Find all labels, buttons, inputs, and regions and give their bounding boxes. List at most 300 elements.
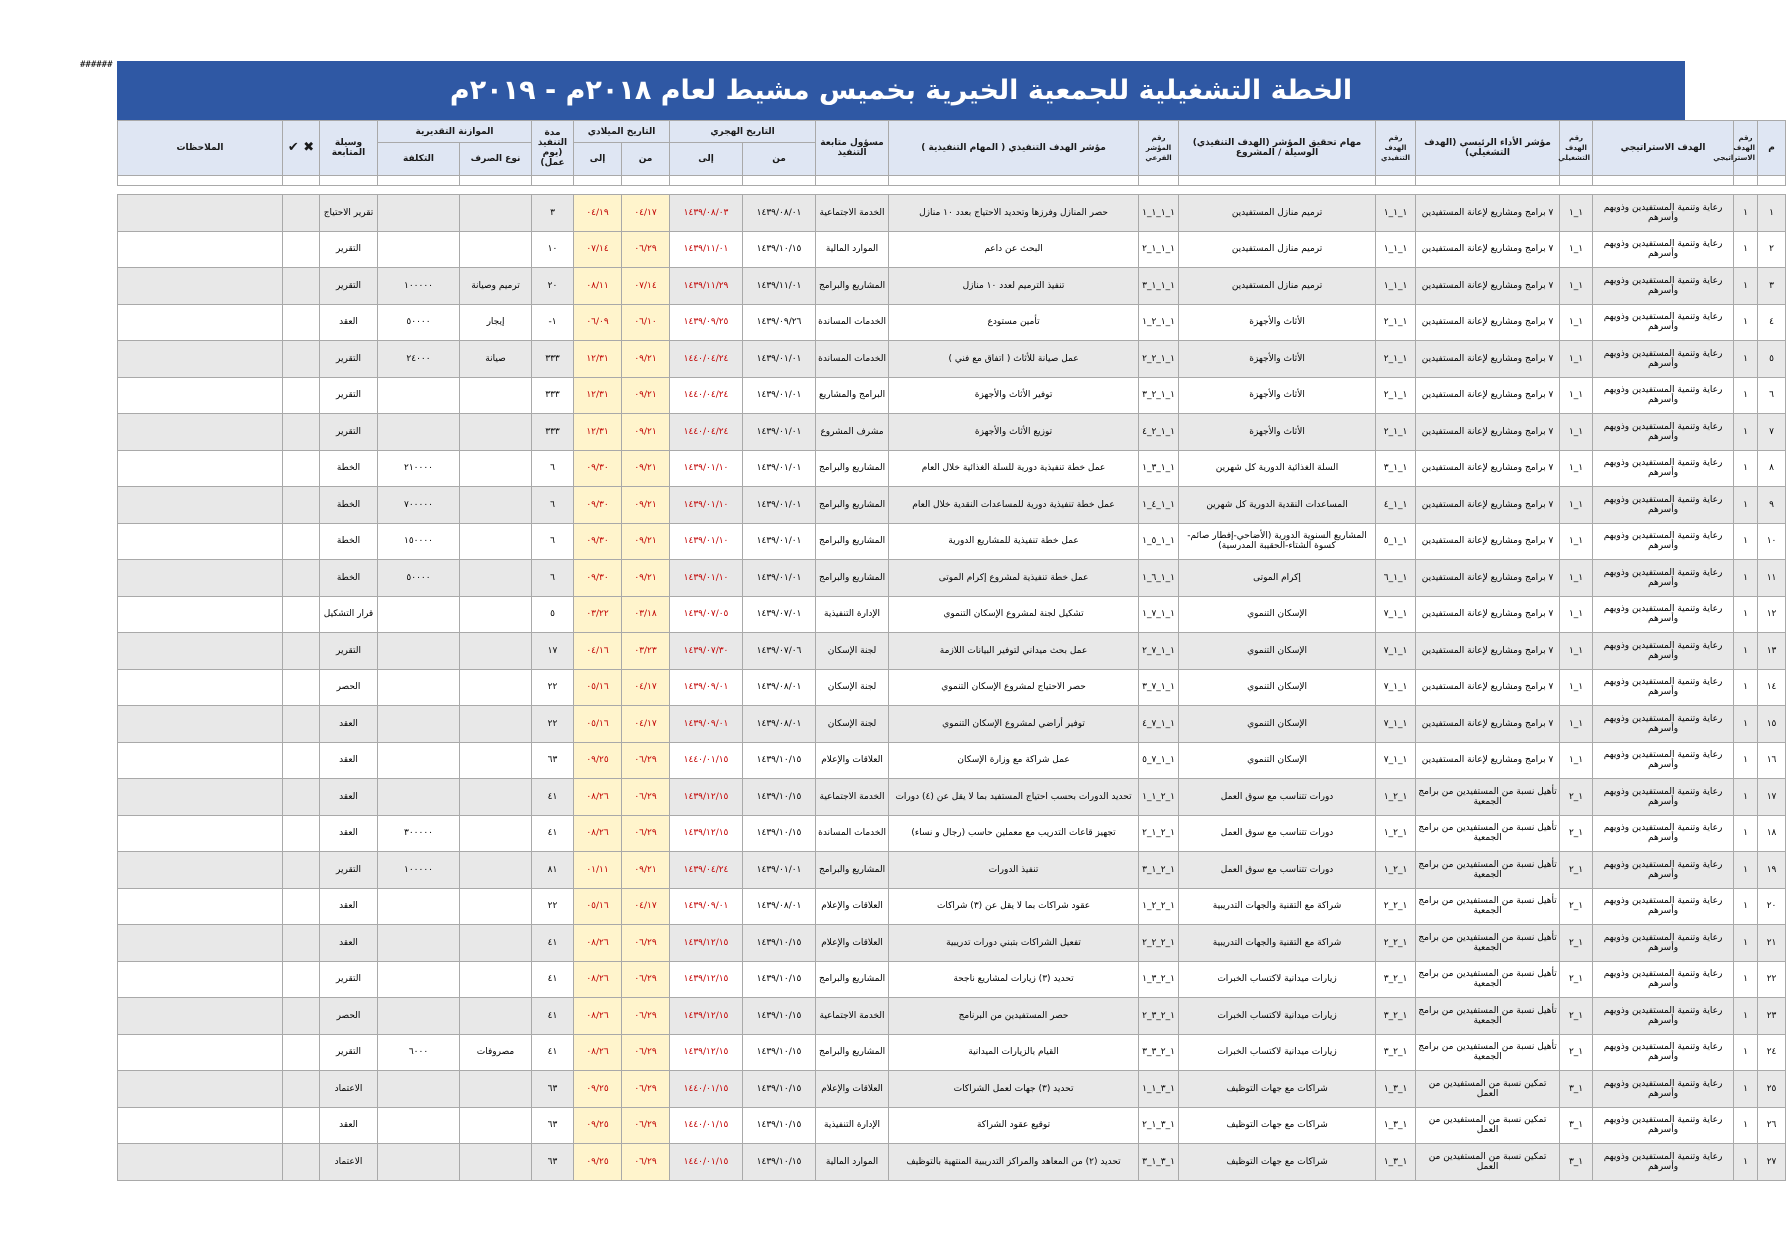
cell-task: شراكات مع جهات التوظيف — [1179, 1071, 1376, 1108]
cell-hijri-to: ١٤٣٩/٠١/١٠ — [670, 523, 743, 560]
cell-op-goal-num: ١_١ — [1560, 195, 1593, 232]
cell-kpi: تمكين نسبة من المستفيدين من العمل — [1416, 1071, 1560, 1108]
cell-kpi: تأهيل نسبة من المستفيدين من برامج الجمعية — [1416, 852, 1560, 889]
cell-spend-type — [460, 1107, 532, 1144]
cell-status — [283, 596, 320, 633]
cell-greg-to: ٠٨/١١ — [574, 268, 622, 305]
cell-hijri-from: ١٤٣٩/٠١/٠١ — [743, 450, 816, 487]
table-row — [118, 195, 1786, 232]
cell-m: ٤ — [1758, 304, 1786, 341]
cell-strategic-goal: رعاية وتنمية المستفيدين وذويهم وأسرهم — [1593, 998, 1734, 1035]
cell-exec-indicator: حصر المستفيدين من البرنامج — [889, 998, 1139, 1035]
cell-greg-to: ١٢/٣١ — [574, 377, 622, 414]
cell-kpi: ٧ برامج ومشاريع لإعانة المستفيدين — [1416, 742, 1560, 779]
cell-followup: الحصر — [320, 998, 378, 1035]
cell-hijri-to: ١٤٤٠/٠١/١٥ — [670, 1144, 743, 1181]
cell-cost — [378, 1071, 460, 1108]
cell-exec-indicator: توقيع عقود الشراكة — [889, 1107, 1139, 1144]
cell-notes — [118, 669, 283, 706]
cell-strategic-goal: رعاية وتنمية المستفيدين وذويهم وأسرهم — [1593, 377, 1734, 414]
cell-spend-type: إيجار — [460, 304, 532, 341]
header-notes: الملاحظات — [118, 121, 283, 176]
cell-strategic-goal: رعاية وتنمية المستفيدين وذويهم وأسرهم — [1593, 450, 1734, 487]
cell-notes — [118, 779, 283, 816]
cell-op-goal-num: ١_١ — [1560, 304, 1593, 341]
cell-op-goal-num: ١_٣ — [1560, 1144, 1593, 1181]
cell-kpi: تمكين نسبة من المستفيدين من العمل — [1416, 1144, 1560, 1181]
header-gregorian-date: التاريخ الميلادي — [574, 121, 670, 143]
cell-indicator-num: ١_١_٧ — [1376, 742, 1416, 779]
header-strategic-goal: الهدف الاستراتيجي — [1593, 121, 1734, 176]
cell-op-goal-num: ١_٢ — [1560, 852, 1593, 889]
cell-greg-from: ٠٤/١٧ — [622, 669, 670, 706]
cell-greg-to: ٠٩/٣٠ — [574, 450, 622, 487]
cell-greg-to: ٠٤/١٦ — [574, 633, 622, 670]
cell-strategic-goal: رعاية وتنمية المستفيدين وذويهم وأسرهم — [1593, 706, 1734, 743]
table-row — [118, 633, 1786, 670]
cell-indicator-num: ١_٢_٢ — [1376, 888, 1416, 925]
cell-status — [283, 231, 320, 268]
cell-m: ٢٧ — [1758, 1144, 1786, 1181]
cell-indicator-num: ١_١_٢ — [1376, 304, 1416, 341]
cell-task-num: ١_١_٢_١ — [1139, 304, 1179, 341]
cell-kpi: تمكين نسبة من المستفيدين من العمل — [1416, 1107, 1560, 1144]
cell-task-num: ١_٢_٣_٢ — [1139, 998, 1179, 1035]
cell-duration: ٢٢ — [532, 888, 574, 925]
cell-exec-indicator: عمل خطة تنفيذية دورية للمساعدات النقدية خلال العام — [889, 487, 1139, 524]
cell-task: شراكات مع جهات التوظيف — [1179, 1144, 1376, 1181]
cell-strategic-goal: رعاية وتنمية المستفيدين وذويهم وأسرهم — [1593, 925, 1734, 962]
cell-responsible: الخدمات المساندة — [816, 341, 889, 378]
cell-status — [283, 669, 320, 706]
header-followup: وسيلة المتابعة — [320, 121, 378, 176]
cell-greg-to: ٠٧/١٤ — [574, 231, 622, 268]
cell-responsible: مشرف المشروع — [816, 414, 889, 451]
cell-indicator-num: ١_١_٢ — [1376, 377, 1416, 414]
cell-duration: ٢٠ — [532, 268, 574, 305]
cell-op-goal-num: ١_١ — [1560, 414, 1593, 451]
cell-greg-from: ٠٣/٢٣ — [622, 633, 670, 670]
cell-indicator-num: ١_٢_١ — [1376, 852, 1416, 889]
cell-spend-type — [460, 523, 532, 560]
cell-hijri-to: ١٤٣٩/٠٤/٢٤ — [670, 852, 743, 889]
cell-indicator-num: ١_١_١ — [1376, 268, 1416, 305]
cell-exec-indicator: تجهيز قاعات التدريب مع معملين حاسب (رجال و نساء) — [889, 815, 1139, 852]
cell-duration: ١٠ — [532, 231, 574, 268]
cell-greg-from: ٠٩/٢١ — [622, 341, 670, 378]
cell-status — [283, 304, 320, 341]
cell-spend-type — [460, 779, 532, 816]
cell-strategic-goal: رعاية وتنمية المستفيدين وذويهم وأسرهم — [1593, 195, 1734, 232]
cell-strategic-goal: رعاية وتنمية المستفيدين وذويهم وأسرهم — [1593, 815, 1734, 852]
cell-exec-indicator: عمل صيانة للأثاث ( اتفاق مع فني ) — [889, 341, 1139, 378]
cell-responsible: الخدمات المساندة — [816, 304, 889, 341]
cell-indicator-num: ١_١_٥ — [1376, 523, 1416, 560]
cell-followup: التقرير — [320, 231, 378, 268]
cell-exec-indicator: توفير الأثاث والأجهزة — [889, 377, 1139, 414]
cell-task-num: ١_٢_٢_٢ — [1139, 925, 1179, 962]
cell-goal-num: ١ — [1734, 304, 1758, 341]
cell-task-num: ١_٢_٢_١ — [1139, 888, 1179, 925]
cell-goal-num: ١ — [1734, 523, 1758, 560]
cell-task-num: ١_٢_٣_٣ — [1139, 1034, 1179, 1071]
cell-exec-indicator: تحديد (٣) جهات لعمل الشراكات — [889, 1071, 1139, 1108]
cell-exec-indicator: تأمين مستودع — [889, 304, 1139, 341]
cell-greg-from: ٠٩/٢١ — [622, 377, 670, 414]
cell-strategic-goal: رعاية وتنمية المستفيدين وذويهم وأسرهم — [1593, 560, 1734, 597]
cell-followup: الاعتماد — [320, 1144, 378, 1181]
cell-kpi: تأهيل نسبة من المستفيدين من برامج الجمعية — [1416, 998, 1560, 1035]
cell-m: ٥ — [1758, 341, 1786, 378]
cell-hijri-from: ١٤٣٩/٠٨/٠١ — [743, 706, 816, 743]
cell-duration: ٣٣٣ — [532, 414, 574, 451]
cell-duration: ١٧ — [532, 633, 574, 670]
cell-greg-from: ٠٦/٢٩ — [622, 1034, 670, 1071]
table-row — [118, 341, 1786, 378]
cell-op-goal-num: ١_١ — [1560, 377, 1593, 414]
cell-greg-to: ٠٩/٣٠ — [574, 523, 622, 560]
cell-spend-type — [460, 633, 532, 670]
cell-hijri-to: ١٤٣٩/٠٧/٠٥ — [670, 596, 743, 633]
cell-op-goal-num: ١_٢ — [1560, 1034, 1593, 1071]
cell-status — [283, 961, 320, 998]
cell-cost: ٣٠٠٠٠٠ — [378, 815, 460, 852]
cell-exec-indicator: توزيع الأثاث والأجهزة — [889, 414, 1139, 451]
cell-exec-indicator: عمل خطة تنفيذية لمشروع إكرام الموتى — [889, 560, 1139, 597]
cell-kpi: ٧ برامج ومشاريع لإعانة المستفيدين — [1416, 377, 1560, 414]
cell-spend-type — [460, 888, 532, 925]
cell-cost — [378, 1107, 460, 1144]
cell-kpi: ٧ برامج ومشاريع لإعانة المستفيدين — [1416, 195, 1560, 232]
table-row — [118, 487, 1786, 524]
cell-status — [283, 998, 320, 1035]
table-row — [118, 669, 1786, 706]
cell-responsible: العلاقات والإعلام — [816, 925, 889, 962]
header-m: م — [1758, 121, 1786, 176]
cell-greg-from: ٠٩/٢١ — [622, 450, 670, 487]
cell-hijri-from: ١٤٣٩/١٠/١٥ — [743, 231, 816, 268]
cell-status — [283, 925, 320, 962]
cell-kpi: تأهيل نسبة من المستفيدين من برامج الجمعية — [1416, 961, 1560, 998]
cell-strategic-goal: رعاية وتنمية المستفيدين وذويهم وأسرهم — [1593, 1107, 1734, 1144]
cell-task-num: ١_١_١_٢ — [1139, 231, 1179, 268]
table-row — [118, 925, 1786, 962]
cell-followup: التقرير — [320, 268, 378, 305]
cell-spend-type — [460, 852, 532, 889]
cell-cost — [378, 596, 460, 633]
cell-strategic-goal: رعاية وتنمية المستفيدين وذويهم وأسرهم — [1593, 487, 1734, 524]
cell-op-goal-num: ١_١ — [1560, 487, 1593, 524]
cell-greg-to: ٠٨/٢٦ — [574, 779, 622, 816]
cell-hijri-to: ١٤٣٩/٠١/١٠ — [670, 487, 743, 524]
cell-status — [283, 742, 320, 779]
cell-op-goal-num: ١_١ — [1560, 523, 1593, 560]
cell-m: ٢ — [1758, 231, 1786, 268]
cell-task: شراكات مع جهات التوظيف — [1179, 1107, 1376, 1144]
cell-m: ١٦ — [1758, 742, 1786, 779]
cell-greg-to: ٠٦/٠٩ — [574, 304, 622, 341]
hash-mark: ###### — [80, 60, 113, 70]
cell-duration: ٤١ — [532, 961, 574, 998]
cell-indicator-num: ١_٢_١ — [1376, 815, 1416, 852]
cell-task: السلة الغذائية الدورية كل شهرين — [1179, 450, 1376, 487]
table-row — [118, 1034, 1786, 1071]
cell-responsible: الموارد المالية — [816, 1144, 889, 1181]
cell-task: المساعدات النقدية الدورية كل شهرين — [1179, 487, 1376, 524]
cell-spend-type — [460, 487, 532, 524]
cell-followup: التقرير — [320, 961, 378, 998]
cell-task: الإسكان التنموي — [1179, 596, 1376, 633]
cell-task: شراكة مع التقنية والجهات التدريبية — [1179, 925, 1376, 962]
cell-task-num: ١_١_٧_١ — [1139, 596, 1179, 633]
cell-task-num: ١_١_٣_١ — [1139, 450, 1179, 487]
cell-duration: ٦ — [532, 523, 574, 560]
cell-m: ٢٠ — [1758, 888, 1786, 925]
cell-hijri-from: ١٤٣٩/٠١/٠١ — [743, 377, 816, 414]
cell-responsible: الخدمة الاجتماعية — [816, 195, 889, 232]
cell-hijri-from: ١٤٣٩/١٠/١٥ — [743, 1144, 816, 1181]
cell-hijri-from: ١٤٣٩/٠١/٠١ — [743, 523, 816, 560]
cell-task-num: ١_١_١_١ — [1139, 195, 1179, 232]
cell-spend-type: صيانة — [460, 341, 532, 378]
cell-kpi: ٧ برامج ومشاريع لإعانة المستفيدين — [1416, 633, 1560, 670]
cell-strategic-goal: رعاية وتنمية المستفيدين وذويهم وأسرهم — [1593, 852, 1734, 889]
cell-goal-num: ١ — [1734, 414, 1758, 451]
cell-hijri-to: ١٤٣٩/٠٩/٠١ — [670, 888, 743, 925]
cell-hijri-to: ١٤٣٩/٠١/١٠ — [670, 560, 743, 597]
cell-kpi: ٧ برامج ومشاريع لإعانة المستفيدين — [1416, 414, 1560, 451]
cell-responsible: المشاريع والبرامج — [816, 1034, 889, 1071]
header-op-goal-num: رقم الهدف التشغيلي — [1560, 121, 1593, 176]
cell-cost: ٦٠٠٠ — [378, 1034, 460, 1071]
cell-spend-type — [460, 815, 532, 852]
cell-notes — [118, 1071, 283, 1108]
cell-task: الإسكان التنموي — [1179, 633, 1376, 670]
table-row — [118, 596, 1786, 633]
header-cost: التكلفة — [378, 143, 460, 176]
cell-hijri-from: ١٤٣٩/٠١/٠١ — [743, 341, 816, 378]
cell-status — [283, 341, 320, 378]
cell-indicator-num: ١_٢_١ — [1376, 779, 1416, 816]
cell-followup: العقد — [320, 888, 378, 925]
cell-op-goal-num: ١_٢ — [1560, 779, 1593, 816]
cell-greg-from: ٠٦/١٠ — [622, 304, 670, 341]
cell-op-goal-num: ١_١ — [1560, 268, 1593, 305]
cell-task-num: ١_١_٦_١ — [1139, 560, 1179, 597]
cell-hijri-to: ١٤٣٩/١٢/١٥ — [670, 961, 743, 998]
cell-exec-indicator: عمل خطة تنفيذية دورية للسلة الغذائية خلال العام — [889, 450, 1139, 487]
cell-followup: الحصر — [320, 669, 378, 706]
cell-status — [283, 1107, 320, 1144]
cell-exec-indicator: القيام بالزيارات الميدانية — [889, 1034, 1139, 1071]
cell-status — [283, 487, 320, 524]
cell-goal-num: ١ — [1734, 377, 1758, 414]
cell-indicator-num: ١_٣_١ — [1376, 1107, 1416, 1144]
cell-cost: ١٥٠٠٠٠ — [378, 523, 460, 560]
cell-duration: ٣٣٣ — [532, 341, 574, 378]
cell-m: ٢٣ — [1758, 998, 1786, 1035]
cell-greg-to: ٠٣/٢٢ — [574, 596, 622, 633]
cell-greg-to: ٠٨/٢٦ — [574, 815, 622, 852]
cell-exec-indicator: تنفيذ الدورات — [889, 852, 1139, 889]
cell-op-goal-num: ١_٢ — [1560, 998, 1593, 1035]
cell-duration: ٣ — [532, 195, 574, 232]
cell-task-num: ١_١_٧_٤ — [1139, 706, 1179, 743]
cell-responsible: المشاريع والبرامج — [816, 450, 889, 487]
cell-cost — [378, 414, 460, 451]
cell-greg-to: ٠٩/٢٥ — [574, 1144, 622, 1181]
table-row — [118, 560, 1786, 597]
cell-op-goal-num: ١_٣ — [1560, 1071, 1593, 1108]
cell-duration: ٦ — [532, 560, 574, 597]
cell-hijri-from: ١٤٣٩/٠٨/٠١ — [743, 888, 816, 925]
cell-spend-type — [460, 1144, 532, 1181]
cell-hijri-from: ١٤٣٩/٠٨/٠١ — [743, 669, 816, 706]
cell-duration: ٤١ — [532, 815, 574, 852]
cell-op-goal-num: ١_١ — [1560, 560, 1593, 597]
cell-hijri-from: ١٤٣٩/١٠/١٥ — [743, 961, 816, 998]
cell-notes — [118, 1107, 283, 1144]
cell-responsible: البرامج والمشاريع — [816, 377, 889, 414]
cell-greg-from: ٠٩/٢١ — [622, 523, 670, 560]
cell-notes — [118, 925, 283, 962]
cell-goal-num: ١ — [1734, 1144, 1758, 1181]
header-tasks: مهام تحقيق المؤشر (الهدف التنفيذي) الوسيلة / المشروع — [1179, 121, 1376, 176]
cell-hijri-from: ١٤٣٩/٠١/٠١ — [743, 414, 816, 451]
cell-followup: الخطة — [320, 487, 378, 524]
cell-task-num: ١_٢_١_٣ — [1139, 852, 1179, 889]
cell-indicator-num: ١_١_٧ — [1376, 706, 1416, 743]
cell-responsible: الخدمة الاجتماعية — [816, 998, 889, 1035]
cell-exec-indicator: عمل شراكة مع وزارة الإسكان — [889, 742, 1139, 779]
cell-indicator-num: ١_٢_٣ — [1376, 998, 1416, 1035]
cell-followup: التقرير — [320, 377, 378, 414]
cell-exec-indicator: عمل بحث ميداني لتوفير البيانات اللازمة — [889, 633, 1139, 670]
cell-cost — [378, 888, 460, 925]
cell-m: ١٥ — [1758, 706, 1786, 743]
cell-indicator-num: ١_٢_٣ — [1376, 1034, 1416, 1071]
cell-task-num: ١_٢_١_١ — [1139, 779, 1179, 816]
cell-cost — [378, 742, 460, 779]
cell-followup: تقرير الاحتياج — [320, 195, 378, 232]
cell-greg-to: ٠٩/٢٥ — [574, 1107, 622, 1144]
table-row — [118, 1107, 1786, 1144]
table-row — [118, 304, 1786, 341]
cell-notes — [118, 633, 283, 670]
cell-goal-num: ١ — [1734, 998, 1758, 1035]
cell-hijri-from: ١٤٣٩/١٠/١٥ — [743, 998, 816, 1035]
cell-greg-to: ١٢/٣١ — [574, 414, 622, 451]
cell-m: ٩ — [1758, 487, 1786, 524]
cell-op-goal-num: ١_١ — [1560, 742, 1593, 779]
cell-notes — [118, 231, 283, 268]
cell-goal-num: ١ — [1734, 1034, 1758, 1071]
cell-greg-from: ٠٦/٢٩ — [622, 231, 670, 268]
cell-kpi: ٧ برامج ومشاريع لإعانة المستفيدين — [1416, 268, 1560, 305]
cell-strategic-goal: رعاية وتنمية المستفيدين وذويهم وأسرهم — [1593, 779, 1734, 816]
cell-m: ١٤ — [1758, 669, 1786, 706]
cell-goal-num: ١ — [1734, 596, 1758, 633]
cell-hijri-to: ١٤٣٩/٠٨/٠٣ — [670, 195, 743, 232]
cell-followup: الخطة — [320, 450, 378, 487]
cell-followup: العقد — [320, 742, 378, 779]
cell-op-goal-num: ١_١ — [1560, 231, 1593, 268]
cell-spend-type — [460, 450, 532, 487]
cell-hijri-to: ١٤٣٩/١٢/١٥ — [670, 779, 743, 816]
cell-greg-from: ٠٦/٢٩ — [622, 815, 670, 852]
cell-responsible: لجنة الإسكان — [816, 633, 889, 670]
cell-strategic-goal: رعاية وتنمية المستفيدين وذويهم وأسرهم — [1593, 596, 1734, 633]
cell-hijri-to: ١٤٤٠/٠٤/٢٤ — [670, 341, 743, 378]
cell-cost: ٢١٠٠٠٠ — [378, 450, 460, 487]
cell-greg-to: ١٢/٣١ — [574, 341, 622, 378]
cell-task-num: ١_١_٢_٣ — [1139, 377, 1179, 414]
cell-spend-type — [460, 414, 532, 451]
cell-kpi: ٧ برامج ومشاريع لإعانة المستفيدين — [1416, 560, 1560, 597]
cell-cost: ٥٠٠٠٠ — [378, 560, 460, 597]
cell-exec-indicator: تشكيل لجنة لمشروع الإسكان التنموي — [889, 596, 1139, 633]
cell-status — [283, 779, 320, 816]
cell-spend-type — [460, 669, 532, 706]
table-row — [118, 1071, 1786, 1108]
header-hijri-from: من — [743, 143, 816, 176]
cell-responsible: الخدمات المساندة — [816, 815, 889, 852]
cell-spend-type — [460, 706, 532, 743]
cell-notes — [118, 888, 283, 925]
cell-strategic-goal: رعاية وتنمية المستفيدين وذويهم وأسرهم — [1593, 341, 1734, 378]
table-row — [118, 779, 1786, 816]
cell-goal-num: ١ — [1734, 1107, 1758, 1144]
header-hijri-to: إلى — [670, 143, 743, 176]
cell-indicator-num: ١_١_٧ — [1376, 596, 1416, 633]
cell-m: ٢٢ — [1758, 961, 1786, 998]
cell-goal-num: ١ — [1734, 815, 1758, 852]
cell-hijri-to: ١٤٣٩/١٢/١٥ — [670, 1034, 743, 1071]
cell-goal-num: ١ — [1734, 888, 1758, 925]
cell-hijri-to: ١٤٣٩/٠٩/٢٥ — [670, 304, 743, 341]
cell-exec-indicator: تحديد (٣) زيارات لمشاريع ناجحة — [889, 961, 1139, 998]
cell-hijri-to: ١٤٣٩/٠٩/٠١ — [670, 669, 743, 706]
cell-duration: ٨١ — [532, 852, 574, 889]
cell-spend-type — [460, 231, 532, 268]
cell-goal-num: ١ — [1734, 669, 1758, 706]
cell-m: ٢٥ — [1758, 1071, 1786, 1108]
header-kpi: مؤشر الأداء الرئيسي (الهدف التشغيلي) — [1416, 121, 1560, 176]
header-greg-to: إلى — [574, 143, 622, 176]
cell-hijri-to: ١٤٣٩/١١/٢٩ — [670, 268, 743, 305]
cell-op-goal-num: ١_٢ — [1560, 815, 1593, 852]
cell-kpi: ٧ برامج ومشاريع لإعانة المستفيدين — [1416, 706, 1560, 743]
cell-op-goal-num: ١_٣ — [1560, 1107, 1593, 1144]
cell-kpi: تأهيل نسبة من المستفيدين من برامج الجمعية — [1416, 815, 1560, 852]
cell-m: ٢٤ — [1758, 1034, 1786, 1071]
cell-goal-num: ١ — [1734, 706, 1758, 743]
cell-task: الأثاث والأجهزة — [1179, 377, 1376, 414]
cell-strategic-goal: رعاية وتنمية المستفيدين وذويهم وأسرهم — [1593, 414, 1734, 451]
cell-hijri-from: ١٤٣٩/١٠/١٥ — [743, 742, 816, 779]
cell-goal-num: ١ — [1734, 1071, 1758, 1108]
cell-greg-to: ٠٨/٢٦ — [574, 961, 622, 998]
cell-task: ترميم منازل المستفيدين — [1179, 268, 1376, 305]
cell-exec-indicator: عقود شراكات بما لا يقل عن (٣) شراكات — [889, 888, 1139, 925]
cell-notes — [118, 1144, 283, 1181]
cell-greg-from: ٠٧/١٤ — [622, 268, 670, 305]
cell-kpi: ٧ برامج ومشاريع لإعانة المستفيدين — [1416, 487, 1560, 524]
cell-op-goal-num: ١_١ — [1560, 633, 1593, 670]
cell-task-num: ١_٣_١_٢ — [1139, 1107, 1179, 1144]
cell-indicator-num: ١_١_٣ — [1376, 450, 1416, 487]
cell-cost — [378, 231, 460, 268]
